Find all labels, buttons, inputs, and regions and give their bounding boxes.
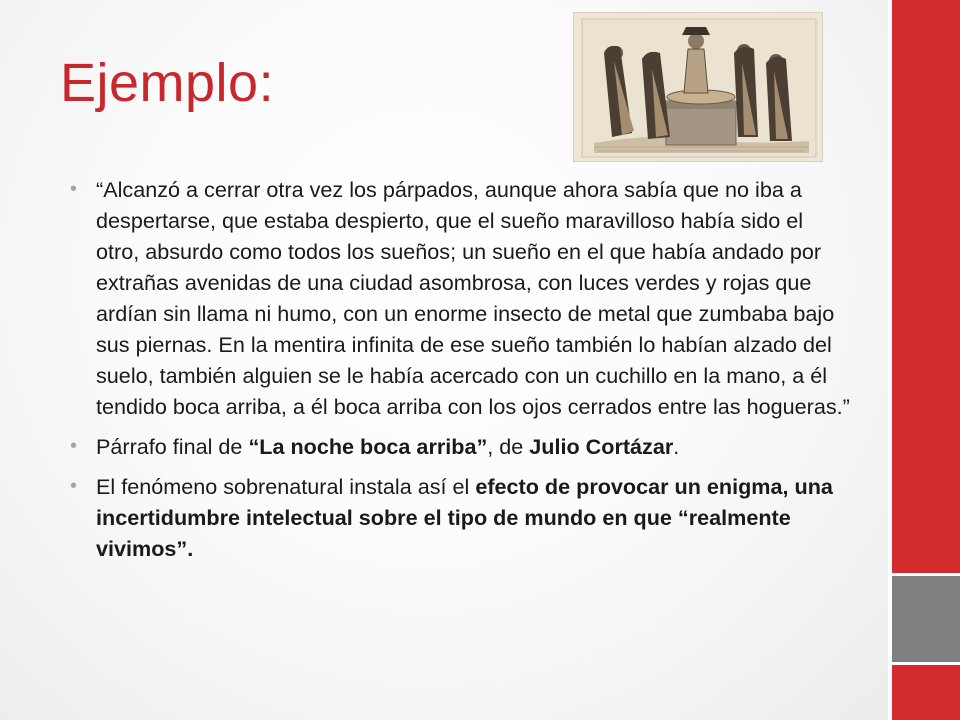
slide-title: Ejemplo:	[60, 53, 275, 113]
bullet-quote	[70, 174, 850, 422]
side-bar-gray	[892, 576, 960, 662]
illustration-sacrifice-scene-icon	[573, 12, 823, 162]
author-name: Julio Cortázar	[529, 434, 674, 459]
side-bar-red-bottom	[892, 665, 960, 720]
quote-text: “Alcanzó a cerrar otra vez los párpados, aunque ahora sabía que no iba a despertarse, que estaba despierto, que el sueño maravilloso había sido el otro, absurdo como todos los sueños; un sueño en el que había andado por extrañas avenidas de una ciudad asombrosa, con luces verdes y rojas que ardían sin llama ni humo, con un enorme insecto de metal que zumbaba bajo sus piernas. En la mentira infinita de ese sueño también lo habían alzado del suelo, también alguien se le había acercado con un cuchillo en la mano, a él tendido boca arriba, a él boca arriba con los ojos cerrados entre las hogueras.”	[96, 177, 850, 419]
bullet-source	[70, 431, 850, 462]
conclusion-emphasis: efecto de provocar un enigma, una incertidumbre intelectual sobre el tipo de mundo en que “realmente vivimos”.	[96, 474, 833, 561]
bullet-conclusion	[70, 471, 850, 564]
source-prefix: Párrafo final de	[96, 434, 249, 459]
side-bar-red-top	[892, 0, 960, 573]
source-middle: , de	[487, 434, 530, 459]
conclusion-prefix: El fenómeno sobrenatural instala así el	[96, 474, 476, 499]
work-title: “La noche boca arriba”	[248, 434, 488, 459]
source-suffix: .	[673, 434, 680, 459]
bullet-list	[70, 174, 850, 573]
